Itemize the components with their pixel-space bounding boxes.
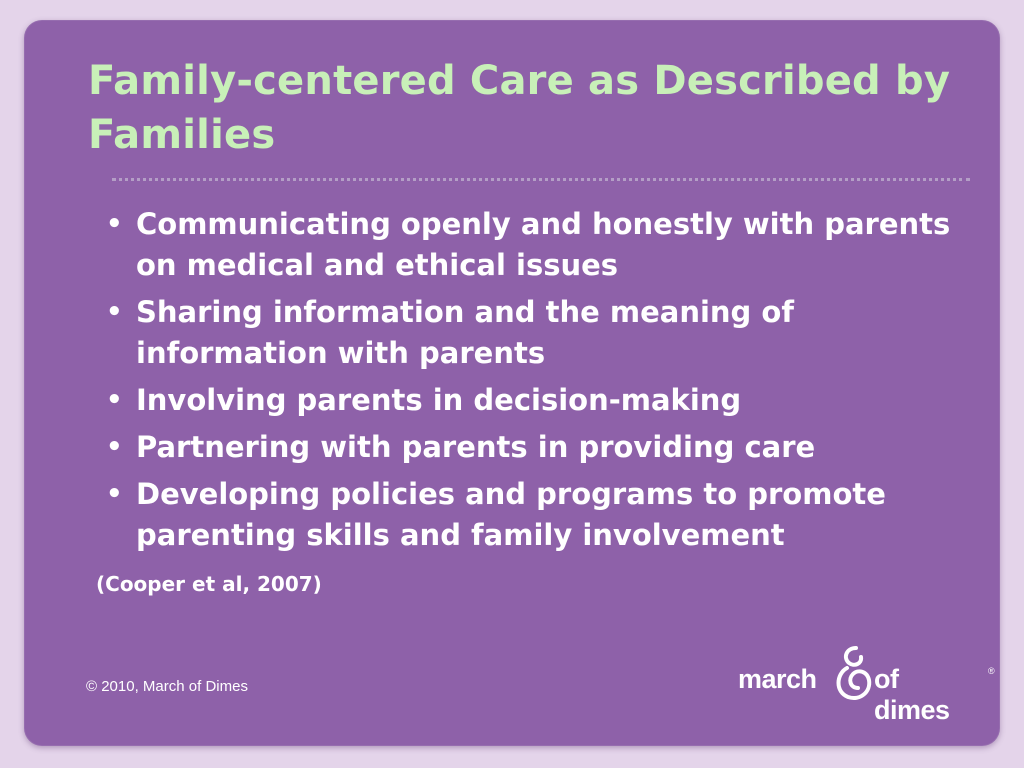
- logo-text-march: march: [738, 664, 817, 694]
- bullet-list: [100, 204, 980, 562]
- bullet-item: [100, 204, 980, 286]
- bullet-dot-icon: •: [106, 479, 123, 509]
- logo-text-of-dimes: of dimes: [874, 664, 950, 725]
- bullet-dot-icon: •: [106, 432, 123, 462]
- bullet-text: Developing policies and programs to promote parenting skills and family involvement: [136, 477, 886, 552]
- bullet-text: Communicating openly and honestly with parents on medical and ethical issues: [136, 207, 951, 282]
- slide-title: Family-centered Care as Described by Families: [88, 58, 951, 158]
- slide-panel: [24, 20, 1000, 746]
- mother-child-icon: [832, 644, 874, 702]
- march-of-dimes-logo: [738, 644, 995, 725]
- bullet-dot-icon: •: [106, 209, 123, 239]
- bullet-item: [100, 474, 980, 556]
- bullet-item: [100, 292, 980, 374]
- bullet-dot-icon: •: [106, 385, 123, 415]
- bullet-text: Sharing information and the meaning of information with parents: [136, 295, 794, 370]
- title-divider: [112, 178, 970, 181]
- registered-mark: ®: [988, 666, 995, 676]
- citation: (Cooper et al, 2007): [96, 572, 322, 596]
- bullet-text: Partnering with parents in providing care: [136, 430, 816, 464]
- bullet-text: Involving parents in decision-making: [136, 383, 742, 417]
- bullet-dot-icon: •: [106, 297, 123, 327]
- bullet-item: [100, 380, 980, 421]
- bullet-item: [100, 427, 980, 468]
- copyright-notice: © 2010, March of Dimes: [86, 678, 248, 695]
